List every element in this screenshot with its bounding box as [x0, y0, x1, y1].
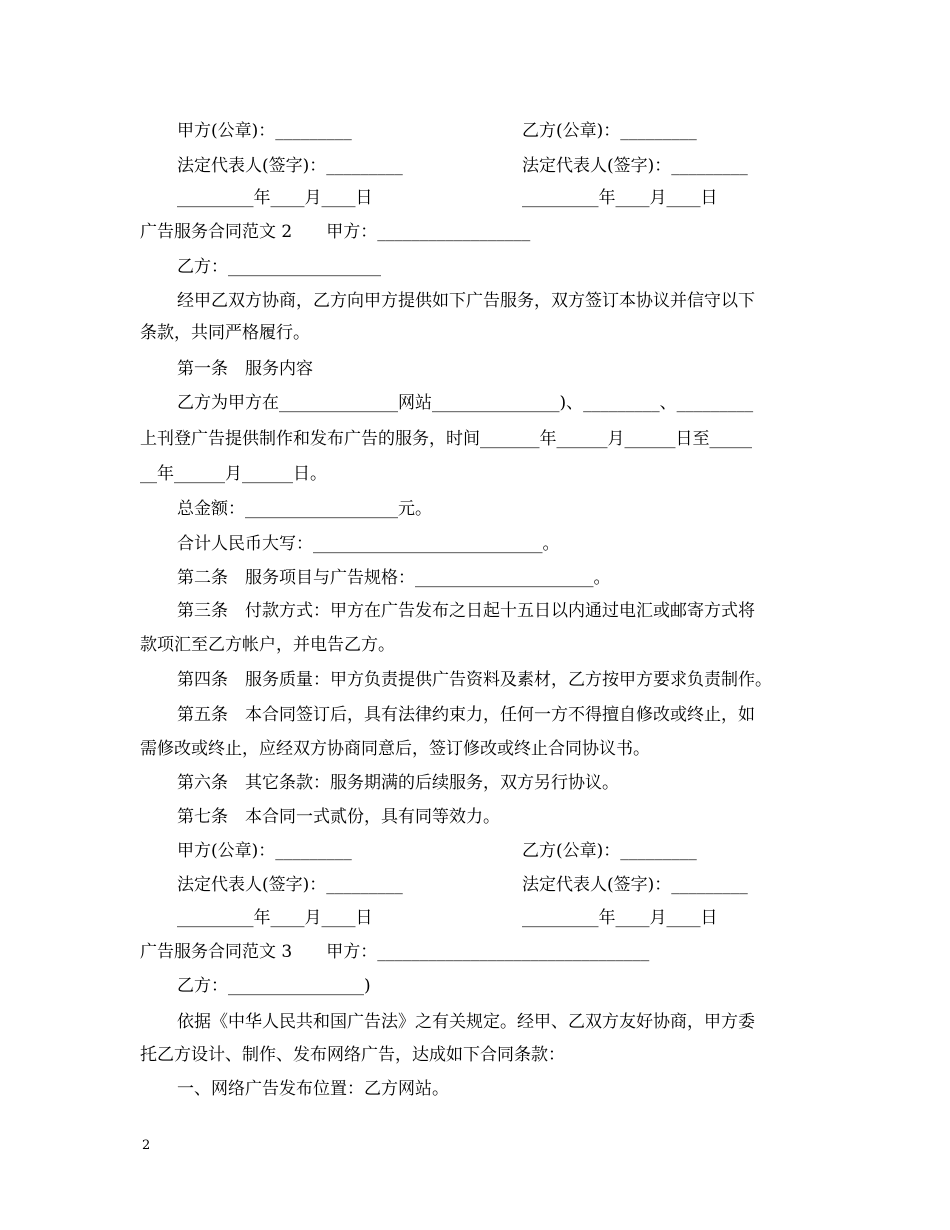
sample-3-intro-line-1: 依据《中华人民共和国广告法》之有关规定。经甲、乙双方友好协商，甲方委	[177, 1012, 755, 1032]
article-5-line-1: 第五条 本合同签订后，具有法律约束力，任何一方不得擅自修改或终止，如	[177, 705, 755, 725]
signature-2-party-b-rep: 法定代表人(签字)：_________	[522, 875, 748, 895]
signature-2-party-a-seal: 甲方(公章)：_________	[177, 841, 352, 861]
signature-2-party-b-date: _________年____月____日	[522, 908, 718, 928]
article-1-line-1: 乙方为甲方在______________网站_______________)、_________、_________	[177, 393, 754, 413]
sample-2-party-b: 乙方：__________________	[177, 257, 381, 277]
signature-party-a-date: _________年____月____日	[177, 188, 373, 208]
signature-party-a-rep: 法定代表人(签字)：_________	[177, 156, 403, 176]
intro-line-1: 经甲乙双方协商，乙方向甲方提供如下广告服务，双方签订本协议并信守以下	[177, 291, 755, 311]
article-7: 第七条 本合同一式贰份，具有同等效力。	[177, 807, 500, 827]
signature-2-party-a-date: _________年____月____日	[177, 908, 373, 928]
article-2: 第二条 服务项目与广告规格：_____________________。	[177, 568, 611, 588]
page-number: 2	[142, 1138, 151, 1153]
signature-party-a-seal: 甲方(公章)：_________	[177, 121, 352, 141]
total-amount-chinese: 合计人民币大写：___________________________。	[177, 534, 560, 554]
article-6: 第六条 其它条款：服务期满的后续服务，双方另行协议。	[177, 773, 619, 793]
total-amount: 总金额：__________________元。	[177, 499, 432, 519]
sample-3-intro-line-2: 托乙方设计、制作、发布网络广告，达成如下合同条款：	[140, 1045, 565, 1065]
sample-3-party-b: 乙方：________________)	[177, 976, 371, 996]
signature-party-b-seal: 乙方(公章)：_________	[522, 121, 697, 141]
article-5-line-2: 需修改或终止，应经双方协商同意后，签订修改或终止合同协议书。	[140, 739, 650, 759]
sample-3-item-1: 一、网络广告发布位置：乙方网站。	[177, 1079, 449, 1099]
article-4: 第四条 服务质量：甲方负责提供广告资料及素材，乙方按甲方要求负责制作。	[177, 670, 772, 690]
sample-3-heading: 广告服务合同范文 3 甲方：________________________________	[140, 942, 650, 962]
sample-2-heading: 广告服务合同范文 2 甲方：__________________	[140, 222, 531, 242]
article-1-title: 第一条 服务内容	[177, 359, 313, 379]
article-3-line-1: 第三条 付款方式：甲方在广告发布之日起十五日以内通过电汇或邮寄方式将	[177, 601, 755, 621]
signature-party-b-rep: 法定代表人(签字)：_________	[522, 156, 748, 176]
intro-line-2: 条款，共同严格履行。	[140, 323, 310, 343]
signature-2-party-b-seal: 乙方(公章)：_________	[522, 841, 697, 861]
article-3-line-2: 款项汇至乙方帐户，并电告乙方。	[140, 635, 395, 655]
article-1-line-2: 上刊登广告提供制作和发布广告的服务，时间_______年______月______日至_____	[140, 429, 752, 449]
signature-2-party-a-rep: 法定代表人(签字)：_________	[177, 875, 403, 895]
signature-party-b-date: _________年____月____日	[522, 188, 718, 208]
article-1-line-3: __年______月______日。	[140, 464, 327, 484]
